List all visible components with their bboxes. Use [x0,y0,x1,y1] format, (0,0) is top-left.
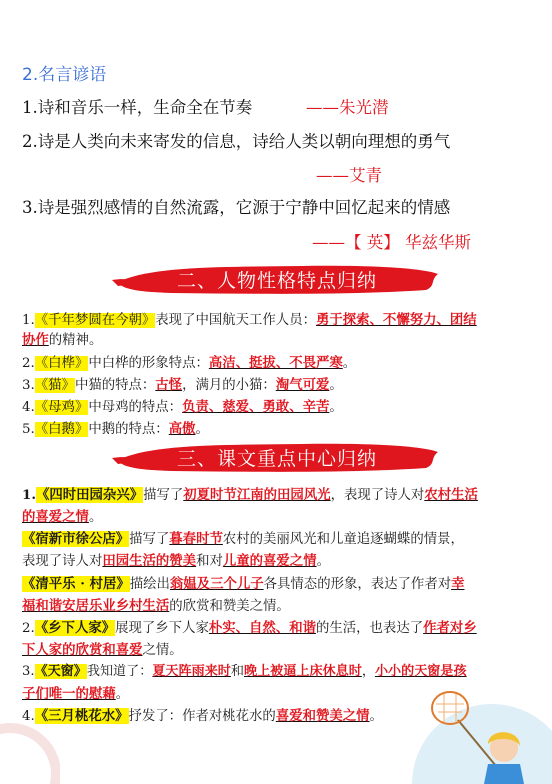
book-title: 《白鹅》 [34,422,89,437]
section-banner-themes [112,440,442,474]
quote-2: 2.诗是人类向未来寄发的信息，诗给人类以朝向理想的勇气 [22,132,451,151]
character-line-2 [22,329,102,352]
text: 抒发了：作者对桃花水的 [128,709,276,724]
key-phrase: 的喜爱之情 [22,509,89,525]
key-phrase: 田园生活的赞美 [102,553,197,569]
theme-line-1 [22,484,478,507]
text: 我知道了： [86,664,153,679]
text: 和 [230,664,244,679]
book-title: 《四时田园杂兴》 [35,487,144,503]
key-phrase: 淘气可爱 [275,377,330,393]
text: 。 [369,709,383,724]
text: 描写了 [129,532,170,547]
text: 的欣赏和赞美之情。 [169,599,290,614]
key-phrase: 翁媪及三个儿子 [169,576,264,592]
item-number: 5. [22,422,35,437]
quote-1: 1.诗和音乐一样，生命全在节奏 [22,98,253,117]
key-phrase: 福和谐安居乐业乡村生活 [22,598,170,614]
text: 描写了 [143,488,184,503]
text: ，表现了诗人对 [330,488,425,503]
key-phrase: 下人家的欣赏和喜爱 [22,642,143,658]
quote-3-author: ——【 英】 华兹华斯 [312,233,471,252]
key-phrase: 作者对乡 [423,620,477,636]
key-phrase: 幸 [451,576,465,592]
text: 展现了乡下人家 [115,621,209,636]
section-title: 2.名言谚语 [22,65,107,85]
book-title: 《母鸡》 [34,400,89,415]
key-phrase: 古怪 [155,377,183,393]
key-phrase: 朴实、自然、和谐 [208,620,316,636]
character-line-6 [22,418,209,441]
theme-line-11 [22,705,383,728]
key-phrase: 农村生活 [424,487,478,503]
book-title: 《乡下人家》 [34,620,116,636]
theme-line-3 [22,528,464,551]
key-phrase: 协作 [22,332,49,348]
book-title: 《白桦》 [34,356,89,371]
text: 描绘出 [129,577,170,592]
text: 表现了诗人对 [22,554,103,569]
key-phrase: 高傲 [168,421,196,437]
quote-3: 3.诗是强烈感情的自然流露，它源于宁静中回忆起来的情感 [22,198,451,217]
banner-title: 三、课文重点中心归纳 [176,448,377,470]
character-line-5 [22,396,343,419]
book-title: 《猫》 [34,378,75,393]
text: 中鹅的特点： [88,422,169,437]
book-title: 《宿新市徐公店》 [22,531,130,547]
text: 表现了中国航天工作人员： [155,313,316,328]
key-phrase: 儿童的喜爱之情 [222,553,317,569]
key-phrase: 夏天阵雨来时 [152,664,231,679]
text: 之情。 [142,643,183,658]
text: 和对 [196,554,223,569]
theme-line-5 [22,573,465,596]
text: 的生活，也表达了 [315,621,424,636]
text: ，满月的小猫： [182,378,276,393]
quote-2-author: ——艾青 [316,166,382,185]
key-phrase: 暮春时节 [169,531,223,547]
theme-line-2 [22,506,102,529]
text: 中母鸡的特点： [88,400,183,415]
text: 。 [329,378,343,393]
key-phrase: 勇于探索、不懈努力、团结 [315,312,477,328]
text: 。 [115,687,130,702]
key-phrase: 喜爱和赞美之情 [275,708,370,724]
text: 。 [329,400,343,415]
section-banner-characters [112,262,442,296]
child-with-net-illustration [392,674,552,784]
theme-line-4 [22,550,330,573]
character-line-3 [22,352,356,375]
item-number: 3. [22,378,35,393]
item-number: 2. [22,621,35,636]
text: 。 [195,422,209,437]
book-title: 《三月桃花水》 [34,708,129,724]
text: 农村的美丽风光和儿童追逐蝴蝶的情景， [222,532,464,547]
key-phrase: 高洁、挺拔、不畏严寒 [208,355,343,371]
text: 中白桦的形象特点： [88,356,209,371]
key-phrase: 初夏时节江南的田园风光 [183,487,331,503]
item-number: 1. [22,487,36,503]
item-number: 3. [22,664,35,679]
character-line-4 [22,374,343,397]
theme-line-6 [22,595,290,618]
book-title: 《天窗》 [34,664,87,679]
item-number: 2. [22,356,35,371]
theme-line-7 [22,617,477,640]
watermark-stamp [0,694,60,784]
text: ， [361,664,375,679]
text: 。 [342,356,357,371]
book-title: 《千年梦圆在今朝》 [34,313,156,328]
text: 的精神。 [48,333,103,348]
key-phrase: 晚上被逼上床休息时 [244,664,362,679]
book-title: 《清平乐 · 村居》 [22,576,130,592]
quote-1-author: ——朱光潜 [306,98,389,117]
item-number: 1. [22,313,35,328]
key-phrase: 小小的天窗是孩 [374,664,467,679]
theme-line-8 [22,639,183,662]
banner-title: 二、人物性格特点归纳 [176,270,377,292]
text: 中猫的特点： [74,378,156,393]
text: 。 [88,510,103,525]
item-number: 4. [22,400,35,415]
text: 各具情态的形象，表达了作者对 [263,577,452,592]
item-number: 4. [22,709,35,724]
key-phrase: 负责、慈爱、勇敢、辛苦 [182,399,330,415]
text: 。 [316,554,330,569]
key-phrase: 子们唯一的慰藉 [22,686,116,702]
